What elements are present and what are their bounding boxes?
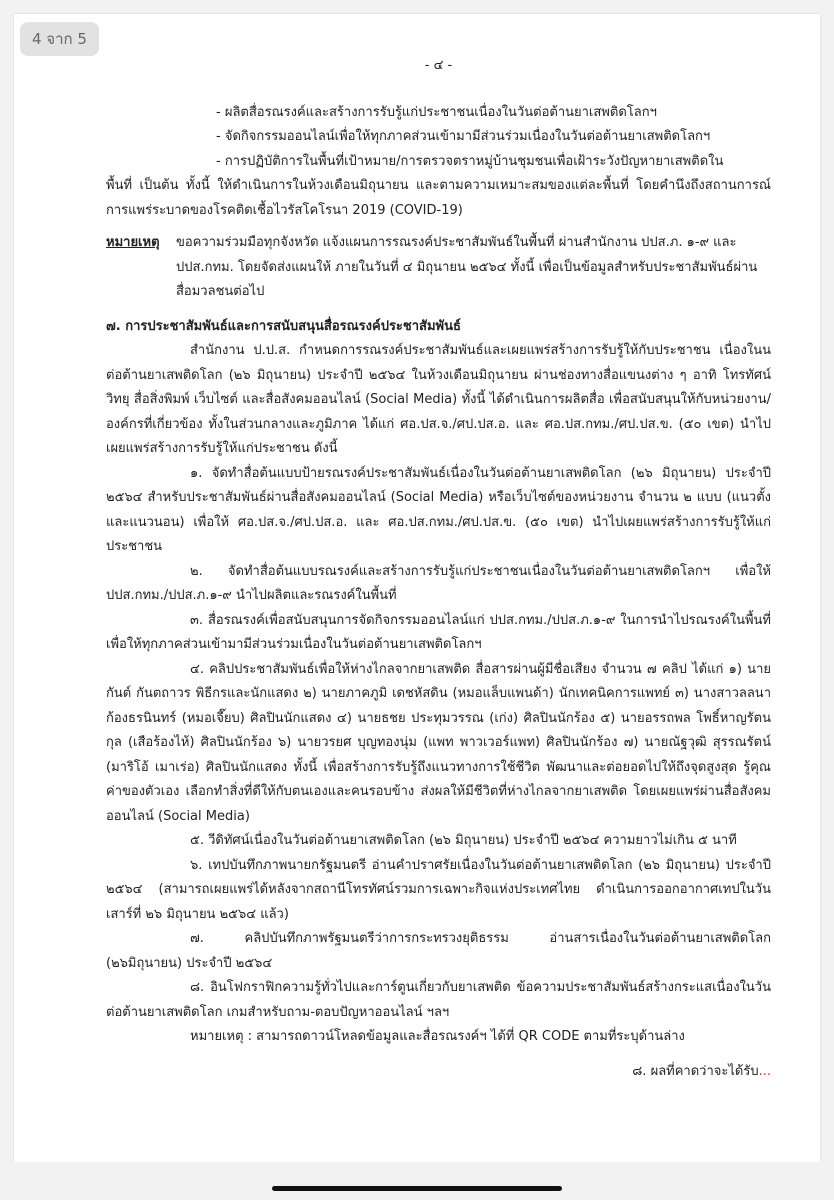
footnote: หมายเหตุ : สามารถดาวน์โหลดข้อมูลและสื่อรณรงค์ฯ ได้ที่ QR CODE ตามที่ระบุด้านล่าง bbox=[190, 1029, 685, 1044]
bullet-item: - จัดกิจกรรมออนไลน์เพื่อให้ทุกภาคส่วนเข้ามามีส่วนร่วมเนื่องในวันต่อต้านยาเสพติดโลกฯ bbox=[216, 129, 711, 144]
note-text: ขอความร่วมมือทุกจังหวัด แจ้งแผนการรณรงค์ประชาสัมพันธ์ในพื้นที่ ผ่านสำนักงาน ปปส.ภ. ๑-๙ และ ปปส.กทม. โดยจัดส่งแผนให้ ภายในวันที่ ๔ มิถุนายน ๒๕๖๔ ทั้งนี้ เพื่อเป็นข้อมูลสำหรับประชาสัมพันธ์ผ่านสื่อมวลชนต่อไป bbox=[176, 235, 758, 299]
bullet-item: - ผลิตสื่อรณรงค์และสร้างการรับรู้แก่ประชาชนเนื่องในวันต่อต้านยาเสพติดโลกฯ bbox=[216, 104, 657, 120]
home-indicator[interactable] bbox=[272, 1186, 562, 1191]
bullet-item: - การปฏิบัติการในพื้นที่เป้าหมาย/การตรวจตราหมู่บ้านชุมชนเพื่อเฝ้าระวังปัญหายาเสพติดใน bbox=[216, 153, 724, 169]
page-indicator: 4 จาก 5 bbox=[20, 22, 99, 56]
list-item: ๔. คลิปประชาสัมพันธ์เพื่อให้ห่างไกลจากยาเสพติด สื่อสารผ่านผู้มีชื่อเสียง จำนวน ๗ คลิป ได้แก่ ๑) นายกันต์ กันตถาวร พิธีกรและนักแสดง ๒) นายภาคภูมิ เดชหัสดิน (หมอแล็บแพนด้า) นักเทคนิคการแพทย์ ๓) นางสาวลลนา ก้องธรนินทร์ (หมอเจี๊ยบ) ศิลปินนักแสดง ๔) นายธชย ประทุมวรรณ (เก่ง) ศิลปินนักร้อง ๕) นายอรรถพล โพธิ์หาญรัตนกุล (เสือร้องไห้) ศิลปินนักร้อง ๖) นายวรยศ บุญทองนุ่ม (แพท พาวเวอร์แพท) ศิลปินนักร้อง ๗) นายณัฐวุฒิ สุรรณรัตน์ (มาริโอ้ เมาเร่อ) ศิลปินนักแสดง ทั้งนี้ เพื่อสร้างการรับรู้ถึงแนวทางการใช้ชีวิต พัฒนาและต่อยอดไปให้ถึงจุดสูงสุด รู้คุณค่าของตัวเอง เลือกทำสิ่งที่ดีให้กับตนเองและคนรอบข้าง ส่งผลให้มีชีวิตที่ห่างไกลจากยาเสพติด โดยเผยแพร่ผ่านสื่อสังคมออนไลน์ (Social Media) bbox=[106, 661, 771, 824]
list-item: ๗. คลิปบันทึกภาพรัฐมนตรีว่าการกระทรวงยุติธรรม อ่านสารเนื่องในวันต่อต้านยาเสพติดโลก (๒๖มิถุนายน) ประจำปี ๒๕๖๔ bbox=[106, 931, 771, 971]
list-item: ๓. สื่อรณรงค์เพื่อสนับสนุนการจัดกิจกรรมออนไลน์แก่ ปปส.กทม./ปปส.ภ.๑-๙ ในการนำไปรณรงค์ในพื้นที่ เพื่อให้ทุกภาคส่วนเข้ามามีส่วนร่วมเนื่องในวันต่อต้านยาเสพติดโลกฯ bbox=[106, 612, 771, 652]
bottom-bar bbox=[0, 1162, 834, 1200]
document-page bbox=[14, 14, 820, 1162]
continue-marker bbox=[106, 1060, 771, 1085]
document-body bbox=[106, 54, 771, 1084]
list-item: ๒. จัดทำสื่อต้นแบบรณรงค์และสร้างการรับรู้แก่ประชาชนเนื่องในวันต่อต้านยาเสพติดโลกฯ เพื่อให้ ปปส.กทม./ปปส.ภ.๑-๙ นำไปผลิตและรณรงค์ในพื้นที่ bbox=[106, 563, 771, 603]
page-number: - ๔ - bbox=[424, 58, 453, 73]
list-item: ๑. จัดทำสื่อต้นแบบป้ายรณรงค์ประชาสัมพันธ์เนื่องในวันต่อต้านยาเสพติดโลก (๒๖ มิถุนายน) ประจำปี ๒๕๖๔ สำหรับประชาสัมพันธ์ผ่านสื่อสังคมออนไลน์ (Social Media) หรือเว็บไซต์ของหน่วยงาน จำนวน ๒ แบบ (แนวตั้งและแนวนอน) เพื่อให้ ศอ.ปส.จ./ศป.ปส.อ. และ ศอ.ปส.กทม./ศป.ปส.ข. (๕๐ เขต) นำไปเผยแพร่สร้างการรับรู้ให้แก่ประชาชน bbox=[106, 465, 771, 554]
list-item: ๕. วีดิทัศน์เนื่องในวันต่อต้านยาเสพติดโลก (๒๖ มิถุนายน) ประจำปี ๒๕๖๔ ความยาวไม่เกิน ๕ นาที bbox=[190, 833, 737, 848]
continue-text: ๘. ผลที่คาดว่าจะได้รับ bbox=[632, 1063, 759, 1079]
bullet-continuation: พื้นที่ เป็นต้น ทั้งนี้ ให้ดำเนินการในห้วงเดือนมิถุนายน และตามความเหมาะสมของแต่ละพื้นที่ โดยคำนึงถึงสถานการณ์การแพร่ระบาดของโรคติดเชื้อไวรัสโคโรนา 2019 (COVID-19) bbox=[106, 178, 771, 218]
note-block bbox=[106, 231, 771, 305]
list-item: ๘. อินโฟกราฟิกความรู้ทั่วไปและการ์ตูนเกี่ยวกับยาเสพติด ข้อความประชาสัมพันธ์สร้างกระแสเนื่องในวันต่อต้านยาเสพติดโลก เกมสำหรับถาม-ตอบปัญหาออนไลน์ ฯลฯ bbox=[106, 980, 771, 1020]
section-heading: ๗. การประชาสัมพันธ์และการสนับสนุนสื่อรณรงค์ประชาสัมพันธ์ bbox=[106, 318, 461, 334]
continue-ellipsis: ... bbox=[758, 1063, 771, 1079]
section-intro: สำนักงาน ป.ป.ส. กำหนดการรณรงค์ประชาสัมพันธ์และเผยแพร่สร้างการรับรู้ให้กับประชาชน เนื่องในนต่อต้านยาเสพติดโลก (๒๖ มิถุนายน) ประจำปี ๒๕๖๔ ในห้วงเดือนมิถุนายน ผ่านช่องทางสื่อแขนงต่าง ๆ อาทิ โทรทัศน์ วิทยุ สื่อสิ่งพิมพ์ เว็บไซต์ และสื่อสังคมออนไลน์ (Social Media) ทั้งนี้ ได้ดำเนินการผลิตสื่อ เพื่อสนับสนุนให้กับหน่วยงาน/องค์กรที่เกี่ยวข้อง ทั้งในส่วนกลางและภูมิภาค ได้แก่ ศอ.ปส.จ./ศป.ปส.อ. และ ศอ.ปส.กทม./ศป.ปส.ข. (๕๐ เขต) นำไปเผยแพร่สร้างการรับรู้ให้แก่ประชาชน ดังนี้ bbox=[106, 343, 771, 456]
list-item: ๖. เทปบันทึกภาพนายกรัฐมนตรี อ่านคำปราศรัยเนื่องในวันต่อต้านยาเสพติดโลก (๒๖ มิถุนายน) ประจำปี ๒๕๖๔ (สามารถเผยแพร่ได้หลังจากสถานีโทรทัศน์รวมการเฉพาะกิจแห่งประเทศไทย ดำเนินการออกอากาศเทปในวันเสาร์ที่ ๒๖ มิถุนายน ๒๕๖๔ แล้ว) bbox=[106, 857, 771, 922]
note-label: หมายเหตุ bbox=[106, 235, 160, 250]
